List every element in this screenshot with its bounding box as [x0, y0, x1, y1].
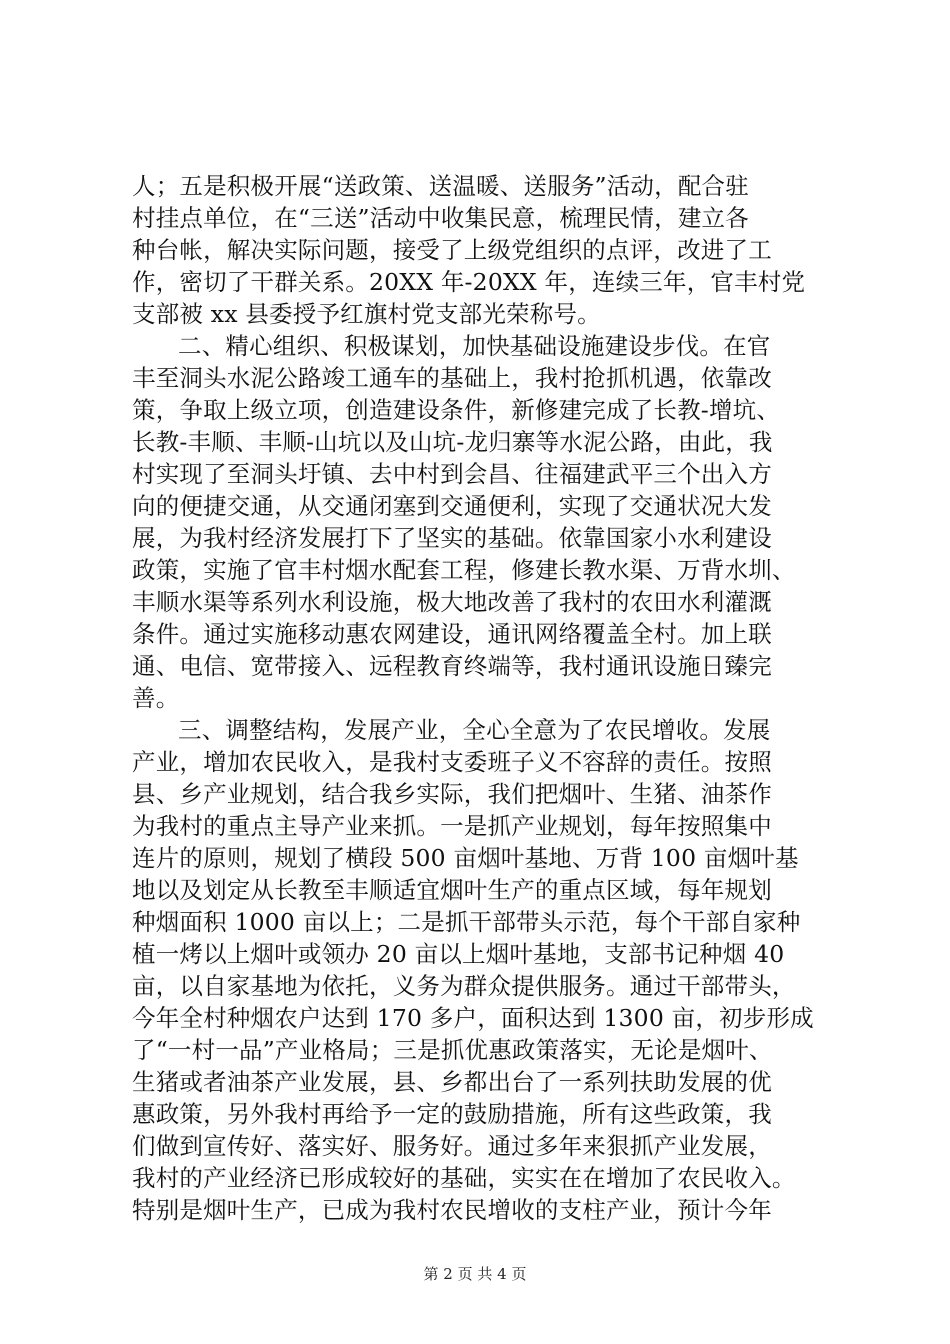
text-line: 产业，增加农民收入，是我村支委班子义不容辞的责任。按照 — [132, 748, 772, 776]
text-line: 人；五是积极开展“送政策、送温暖、送服务”活动，配合驻 — [132, 172, 749, 200]
text-line: 为我村的重点主导产业来抓。一是抓产业规划，每年按照集中 — [132, 812, 772, 840]
text-line: 植一烤以上烟叶或领办 20 亩以上烟叶基地，支部书记种烟 40 — [132, 940, 785, 968]
text-line: 惠政策，另外我村再给予一定的鼓励措施，所有这些政策，我 — [132, 1100, 772, 1128]
text-line: 种台帐，解决实际问题，接受了上级党组织的点评，改进了工 — [132, 236, 772, 264]
text-line: 村实现了至洞头圩镇、去中村到会昌、往福建武平三个出入方 — [132, 460, 772, 488]
text-line: 县、乡产业规划，结合我乡实际，我们把烟叶、生猪、油茶作 — [132, 780, 772, 808]
text-line: 支部被 xx 县委授予红旗村党支部光荣称号。 — [132, 300, 601, 328]
text-line: 丰顺水渠等系列水利设施，极大地改善了我村的农田水利灌溉 — [132, 588, 772, 616]
text-line: 向的便捷交通，从交通闭塞到交通便利，实现了交通状况大发 — [132, 492, 772, 520]
text-line: 善。 — [132, 684, 180, 712]
paragraph-heading-3: 三、调整结构，发展产业，全心全意为了农民增收。发展 — [178, 716, 771, 744]
text-line: 村挂点单位，在“三送”活动中收集民意，梳理民情，建立各 — [132, 204, 749, 232]
text-line: 丰至洞头水泥公路竣工通车的基础上，我村抢抓机遇，依靠改 — [132, 364, 772, 392]
text-line: 连片的原则，规划了横段 500 亩烟叶基地、万背 100 亩烟叶基 — [132, 844, 799, 872]
text-line: 特别是烟叶生产，已成为我村农民增收的支柱产业，预计今年 — [132, 1196, 772, 1224]
text-line: 我村的产业经济已形成较好的基础，实实在在增加了农民收入。 — [132, 1164, 796, 1192]
text-line: 政策，实施了官丰村烟水配套工程，修建长教水渠、万背水圳、 — [132, 556, 796, 584]
text-line: 条件。通过实施移动惠农网建设，通讯网络覆盖全村。加上联 — [132, 620, 772, 648]
text-line: 作，密切了干群关系。20XX 年-20XX 年，连续三年，官丰村党 — [132, 268, 806, 296]
text-line: 亩，以自家基地为依托，义务为群众提供服务。通过干部带头， — [132, 972, 796, 1000]
text-line: 生猪或者油茶产业发展，县、乡都出台了一系列扶助发展的优 — [132, 1068, 772, 1096]
text-line: 种烟面积 1000 亩以上；二是抓干部带头示范，每个干部自家种 — [132, 908, 801, 936]
text-line: 地以及划定从长教至丰顺适宜烟叶生产的重点区域，每年规划 — [132, 876, 772, 904]
text-line: 通、电信、宽带接入、远程教育终端等，我村通讯设施日臻完 — [132, 652, 772, 680]
text-line: 长教-丰顺、丰顺-山坑以及山坑-龙归寨等水泥公路，由此，我 — [132, 428, 773, 456]
text-line: 今年全村种烟农户达到 170 多户，面积达到 1300 亩，初步形成 — [132, 1004, 814, 1032]
paragraph-heading-2: 二、精心组织、积极谋划，加快基础设施建设步伐。在官 — [178, 332, 771, 360]
text-line: 展，为我村经济发展打下了坚实的基础。依靠国家小水利建设 — [132, 524, 772, 552]
text-line: 策，争取上级立项，创造建设条件，新修建完成了长教-增坑、 — [132, 396, 781, 424]
page-number-footer: 第 2 页 共 4 页 — [423, 1265, 527, 1283]
text-line: 们做到宣传好、落实好、服务好。通过多年来狠抓产业发展， — [132, 1132, 772, 1160]
text-line: 了“一村一品”产业格局；三是抓优惠政策落实，无论是烟叶、 — [132, 1036, 773, 1064]
